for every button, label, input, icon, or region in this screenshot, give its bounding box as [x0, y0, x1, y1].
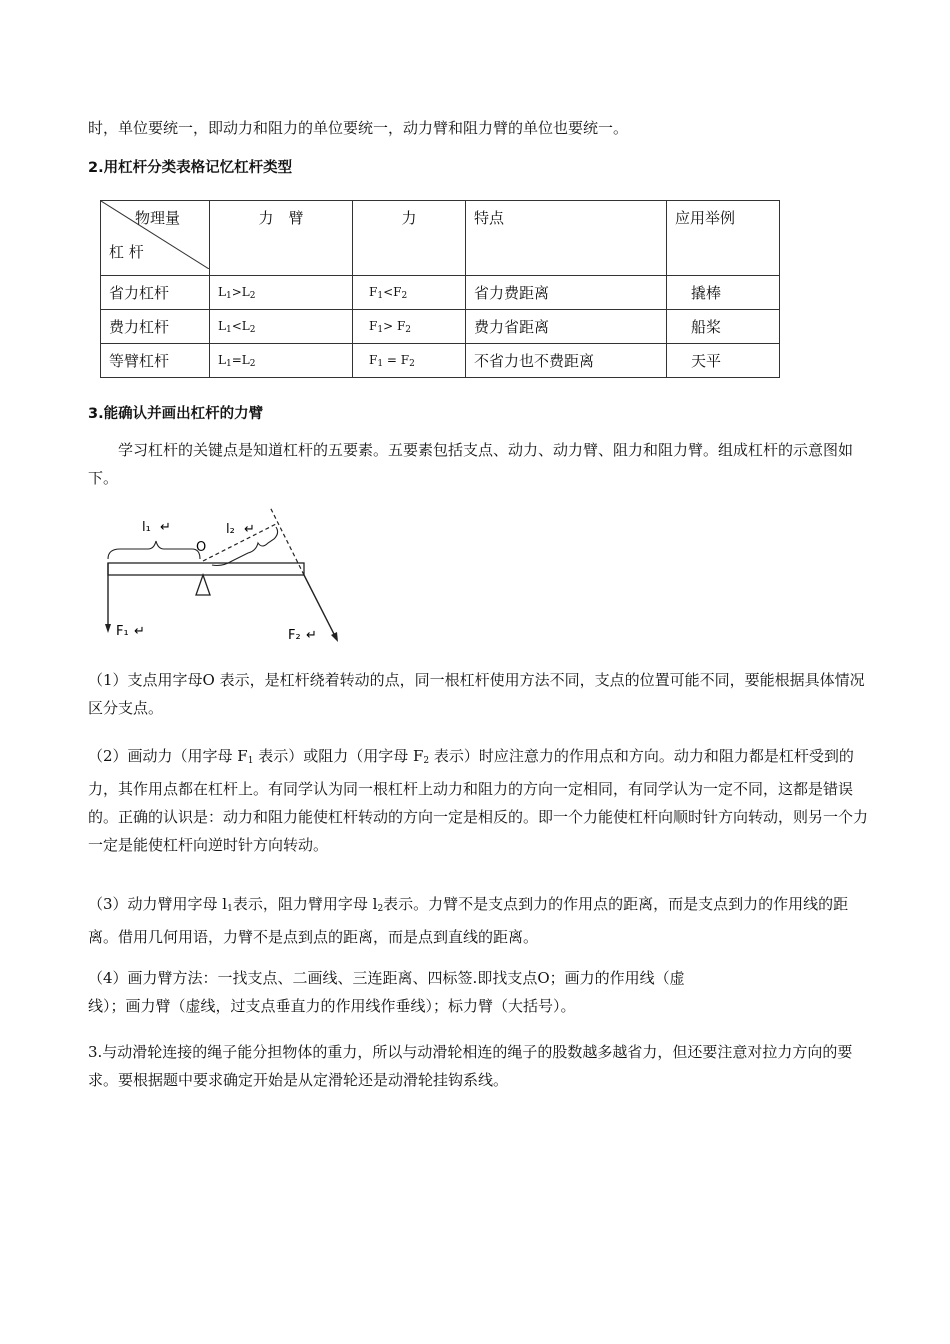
label-o: O — [196, 540, 207, 555]
point-3: （3）动力臂用字母 $l_1$表示，阻力臂用字母 $l_2$表示。力臂不是支点到力的作用点的距离，而是支点到力的作用线的距离。借用几何用语，力臂不是点到点的距离，而是点到直线的距离。 — [88, 895, 849, 946]
lever-example: 撬棒 — [667, 276, 780, 310]
l2-arm-line — [203, 523, 278, 561]
section2-title: 2.用杠杆分类表格记忆杠杆类型 — [88, 160, 293, 176]
intro-line: 时，单位要统一，即动力和阻力的单位要统一，动力臂和阻力臂的单位也要统一。 — [88, 119, 629, 137]
header-arm: 力 臂 — [210, 201, 353, 276]
lever-diagram — [100, 505, 350, 645]
arm-relation: $L_1<L_2$ — [210, 310, 353, 344]
point-2: （2）画动力（用字母 $F_1$ 表示）或阻力（用字母 $F_2$ 表示）时应注意力的作用点和方向。动力和阻力都是杠杆受到的力，其作用点都在杠杆上。有同学认为同一根杠杆上动力和阻力的方向一定相同，有同学认为一定不同，这都是错误的。正确的认识是：动力和阻力能使杠杆转动的方向一定是相反的。即一个力能使杠杆向顺时针方向转动，则另一个力一定是能使杠杆向逆时针方向转动。 — [88, 747, 869, 854]
table-header-row — [101, 201, 780, 276]
corner-cell — [101, 201, 210, 276]
header-example: 应用举例 — [667, 201, 780, 276]
point-4-line2: 线）；画力臂（虚线，过支点垂直力的作用线作垂线）；标力臂（大括号）。 — [88, 997, 576, 1015]
lever-feature: 不省力也不费距离 — [466, 344, 667, 378]
mark-l2: ↵ — [244, 522, 255, 537]
header-force: 力 — [353, 201, 466, 276]
f2-arrowhead — [331, 632, 338, 642]
arm-relation: $L_1=L_2$ — [210, 344, 353, 378]
section3-intro: 学习杠杆的关键点是知道杠杆的五要素。五要素包括支点、动力、动力臂、阻力和阻力臂。组成杠杆的示意图如下。 — [88, 441, 854, 487]
label-l2: l₂ — [226, 522, 235, 537]
label-f2: F₂ — [288, 628, 301, 643]
corner-bottom-label: 杠 杆 — [109, 243, 144, 261]
corner-top-label: 物理量 — [135, 209, 181, 227]
force-relation: $F_1> F_2$ — [353, 310, 466, 344]
header-feature: 特点 — [466, 201, 667, 276]
f1-arrowhead — [105, 624, 111, 633]
l1-brace — [108, 541, 200, 559]
point-1: （1）支点用字母O 表示，是杠杆绕着转动的点，同一根杠杆使用方法不同，支点的位置可能不同，要能根据具体情况区分支点。 — [88, 671, 865, 717]
point-4-line1: （4）画力臂方法：一找支点、二画线、三连距离、四标签.即找支点O；画力的作用线（虚 — [88, 969, 685, 987]
label-l1: l₁ — [142, 520, 151, 535]
point-4 — [88, 964, 868, 1020]
lever-bar — [108, 563, 304, 575]
table-row — [101, 276, 780, 310]
f2-action-line — [270, 507, 304, 575]
label-f1: F₁ — [116, 624, 129, 639]
lever-table — [100, 200, 780, 378]
mark-l1: ↵ — [160, 520, 171, 535]
table-row — [101, 344, 780, 378]
force-relation: $F_1<F_2$ — [353, 276, 466, 310]
lever-type: 等臂杠杆 — [101, 344, 210, 378]
lever-example: 天平 — [667, 344, 780, 378]
lever-type: 费力杠杆 — [101, 310, 210, 344]
section3-title: 3.能确认并画出杠杆的力臂 — [88, 406, 264, 422]
mark-f2: ↵ — [306, 628, 317, 643]
force-relation: $F_1 = F_2$ — [353, 344, 466, 378]
fulcrum-triangle — [196, 575, 210, 595]
lever-feature: 省力费距离 — [466, 276, 667, 310]
final-paragraph: 3.与动滑轮连接的绳子能分担物体的重力，所以与动滑轮相连的绳子的股数越多越省力，但还要注意对拉力方向的要求。要根据题中要求确定开始是从定滑轮还是动滑轮挂钩系线。 — [88, 1043, 853, 1089]
lever-feature: 费力省距离 — [466, 310, 667, 344]
arm-relation: $L_1>L_2$ — [210, 276, 353, 310]
lever-type: 省力杠杆 — [101, 276, 210, 310]
lever-example: 船桨 — [667, 310, 780, 344]
table-row — [101, 310, 780, 344]
mark-f1: ↵ — [134, 624, 145, 639]
